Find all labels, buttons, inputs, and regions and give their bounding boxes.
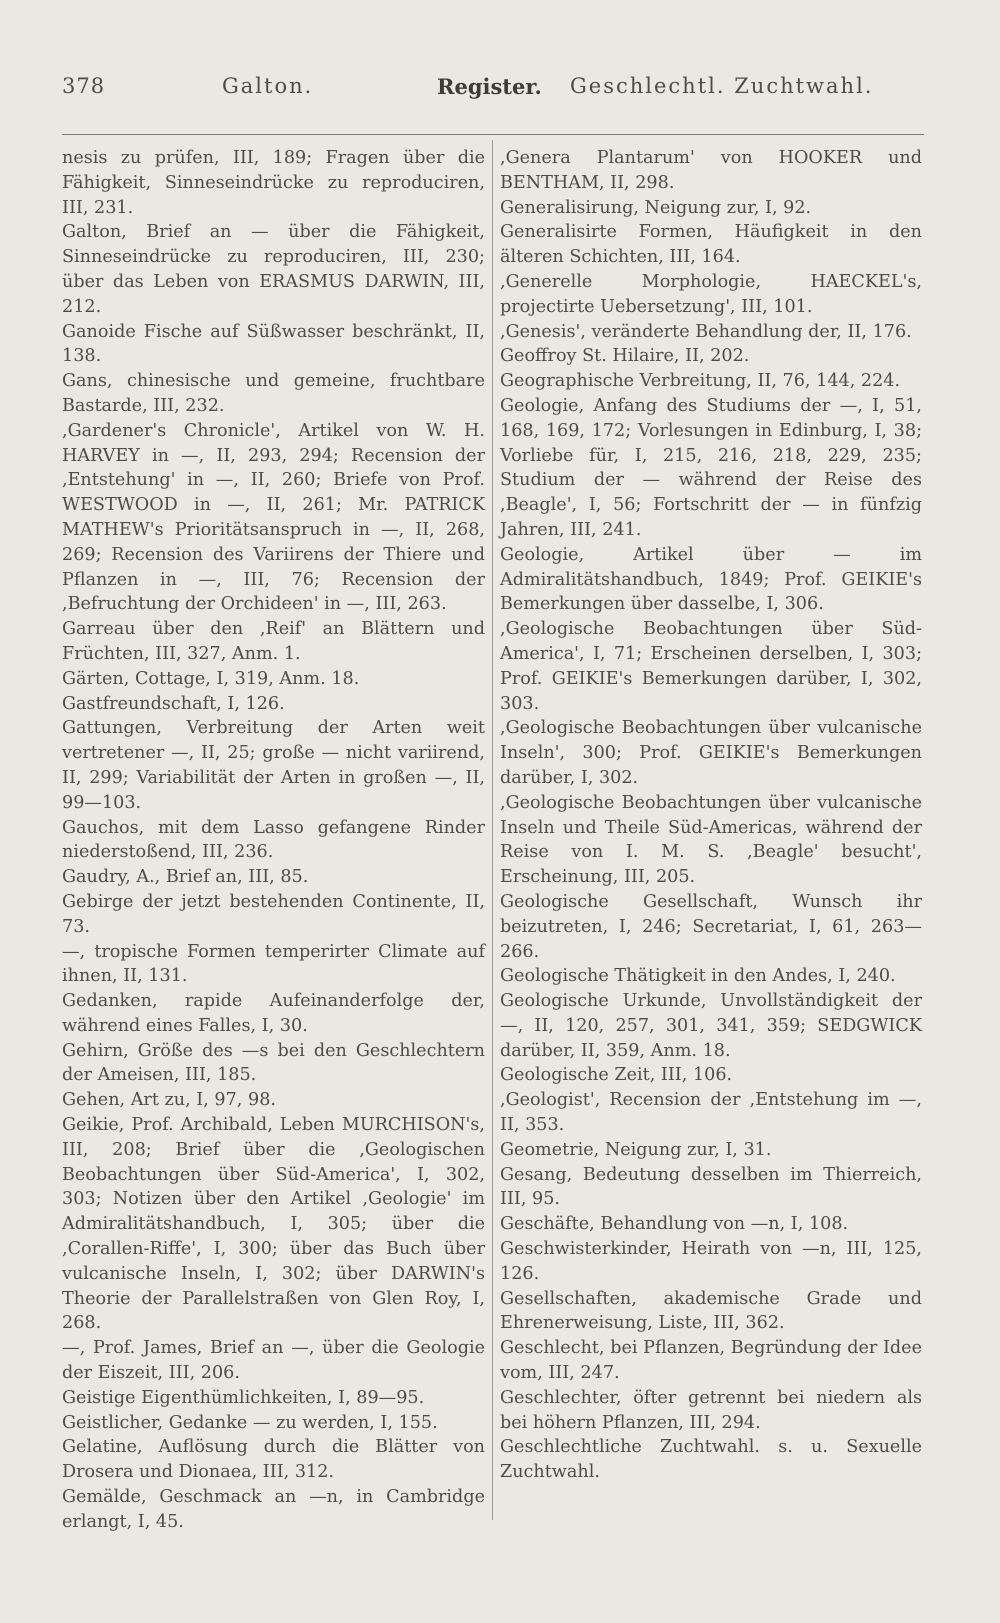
index-entry: Gastfreundschaft, I, 126. — [62, 693, 285, 714]
index-entry: Gaudry, A., Brief an, III, 85. — [62, 867, 309, 888]
index-entry: Gehen, Art zu, I, 97, 98. — [62, 1090, 276, 1111]
index-entry: Geologie, Artikel über — im Admiralitätshandbuch, 1849; Prof. GEIKIE's Bemerkungen über dasselbe, I, 306. — [500, 544, 922, 615]
index-entry: Geologische Urkunde, Unvollständigkeit der —, II, 120, 257, 301, 341, 359; SEDGWICK darüber, II, 359, Anm. 18. — [500, 991, 922, 1061]
header-rule — [62, 134, 924, 135]
index-entry: Gans, chinesische und gemeine, fruchtbare Bastarde, III, 232. — [62, 371, 485, 416]
index-entry: ,Gardener's Chronicle', Artikel von W. H. HARVEY in —, II, 293, 294; Recension der ,Entstehung' in —, II, 260; Briefe von Prof. WESTWOOD in —, II, 261; Mr. PATRICK MATHEW's Prioritätsanspruch in —, II, 268, 269; Recension des Variirens der Thiere und Pflanzen in —, III, 76; Recension der ,Befruchtung der Orchideen' in —, III, 263. — [62, 420, 485, 615]
index-entry: Ganoide Fische auf Süßwasser beschränkt, II, 138. — [62, 321, 485, 367]
index-entry: ,Geologist', Recension der ,Entstehung im —, II, 353. — [500, 1090, 922, 1136]
index-entry: ,Geologische Beobachtungen über vulcanische Inseln und Theile Süd-Americas, während der Reise von I. M. S. ,Beagle' besucht', Erscheinung, III, 205. — [500, 792, 922, 888]
index-entry: Gemälde, Geschmack an —n, in Cambridge erlangt, I, 45. — [62, 1487, 485, 1532]
index-entry: Gesellschaften, akademische Grade und Ehrenerweisung, Liste, III, 362. — [500, 1288, 922, 1334]
index-entry: Gebirge der jetzt bestehenden Continente, II, 73. — [62, 891, 485, 937]
index-entry: Gelatine, Auflösung durch die Blätter von Drosera und Dionaea, III, 312. — [62, 1437, 485, 1483]
right-column — [500, 146, 922, 1485]
index-entry: Geschwisterkinder, Heirath von —n, III, 125, 126. — [500, 1239, 922, 1284]
header-register-title: Register. — [437, 74, 542, 99]
index-entry: Generalisirte Formen, Häufigkeit in den älteren Schichten, III, 164. — [500, 222, 922, 268]
index-entry: Geistlicher, Gedanke — zu werden, I, 155. — [62, 1412, 438, 1433]
index-entry: Generalisirung, Neigung zur, I, 92. — [500, 197, 812, 218]
index-entry: Geologie, Anfang des Studiums der —, I, 51, 168, 169, 172; Vorlesungen in Edinburg, I, 38; Vorliebe für, I, 215, 216, 218, 229, 235; Studium der — während der Reise des ,Beagle', I, 56; Fortschritt der — in fünfzig Jahren, III, 241. — [500, 395, 922, 540]
index-entry: —, tropische Formen temperirter Climate auf ihnen, II, 131. — [62, 941, 485, 987]
index-entry: Gauchos, mit dem Lasso gefangene Rinder niederstoßend, III, 236. — [62, 817, 485, 863]
index-entry: nesis zu prüfen, III, 189; Fragen über die Fähigkeit, Sinneseindrücke zu reproduciren, III, 231. — [62, 148, 485, 218]
running-header — [62, 74, 932, 110]
index-entry: Garreau über den ,Reif' an Blättern und Früchten, III, 327, Anm. 1. — [62, 619, 485, 664]
index-entry: Geschlecht, bei Pflanzen, Begründung der Idee vom, III, 247. — [500, 1338, 922, 1384]
column-divider — [492, 140, 493, 1520]
index-entry: Geometrie, Neigung zur, I, 31. — [500, 1139, 772, 1160]
index-entry: Gesang, Bedeutung desselben im Thierreich, III, 95. — [500, 1164, 922, 1210]
index-entry: Gedanken, rapide Aufeinanderfolge der, während eines Falles, I, 30. — [62, 991, 485, 1036]
index-entry: Gärten, Cottage, I, 319, Anm. 18. — [62, 668, 360, 689]
index-entry: Galton, Brief an — über die Fähigkeit, Sinneseindrücke zu reproduciren, III, 230; über das Leben von ERASMUS DARWIN, III, 212. — [62, 222, 485, 317]
index-entry: Geschlechter, öfter getrennt bei niedern als bei höhern Pflanzen, III, 294. — [500, 1387, 922, 1433]
index-entry: —, Prof. James, Brief an —, über die Geologie der Eiszeit, III, 206. — [62, 1338, 485, 1384]
left-column — [62, 146, 485, 1535]
index-entry: ,Geologische Beobachtungen über Süd-America', I, 71; Erscheinen derselben, I, 303; Prof. GEIKIE's Bemerkungen darüber, I, 302, 303. — [500, 619, 922, 714]
index-entry: Geologische Thätigkeit in den Andes, I, 240. — [500, 966, 896, 987]
index-entry: ,Genera Plantarum' von HOOKER und BENTHAM, II, 298. — [500, 148, 922, 193]
page-number: 378 — [62, 74, 106, 98]
index-entry: Geographische Verbreitung, II, 76, 144, 224. — [500, 371, 901, 392]
index-entry: ,Generelle Morphologie, HAECKEL's, projectirte Uebersetzung', III, 101. — [500, 271, 922, 317]
index-entry: Geikie, Prof. Archibald, Leben MURCHISON's, III, 208; Brief über die ,Geologischen Beobachtungen über Süd-America', I, 302, 303; Notizen über den Artikel ,Geologie' im Admiralitätshandbuch, I, 305; über die ,Corallen-Riffe', I, 300; über das Buch über vulcanische Inseln, I, 302; über DARWIN's Theorie der Parallelstraßen von Glen Roy, I, 268. — [62, 1115, 485, 1334]
index-entry: Geistige Eigenthümlichkeiten, I, 89—95. — [62, 1387, 425, 1408]
header-left-keyword: Galton. — [222, 74, 314, 98]
index-entry: Geschäfte, Behandlung von —n, I, 108. — [500, 1214, 849, 1235]
index-entry: ,Genesis', veränderte Behandlung der, II, 176. — [500, 321, 912, 342]
index-entry: Gehirn, Größe des —s bei den Geschlechtern der Ameisen, III, 185. — [62, 1040, 485, 1086]
index-entry: Gattungen, Verbreitung der Arten weit vertretener —, II, 25; große — nicht variirend, II, 299; Variabilität der Arten in großen —, II, 99—103. — [62, 718, 485, 813]
index-entry: Geoffroy St. Hilaire, II, 202. — [500, 346, 750, 367]
index-entry: Geologische Zeit, III, 106. — [500, 1065, 733, 1086]
index-entry: Geologische Gesellschaft, Wunsch ihr beizutreten, I, 246; Secretariat, I, 61, 263—266. — [500, 891, 922, 962]
header-right-keyword: Geschlechtl. Zuchtwahl. — [570, 74, 874, 98]
index-entry: ,Geologische Beobachtungen über vulcanische Inseln', 300; Prof. GEIKIE's Bemerkungen darüber, I, 302. — [500, 718, 922, 788]
index-entry: Geschlechtliche Zuchtwahl. s. u. Sexuelle Zuchtwahl. — [500, 1437, 922, 1483]
